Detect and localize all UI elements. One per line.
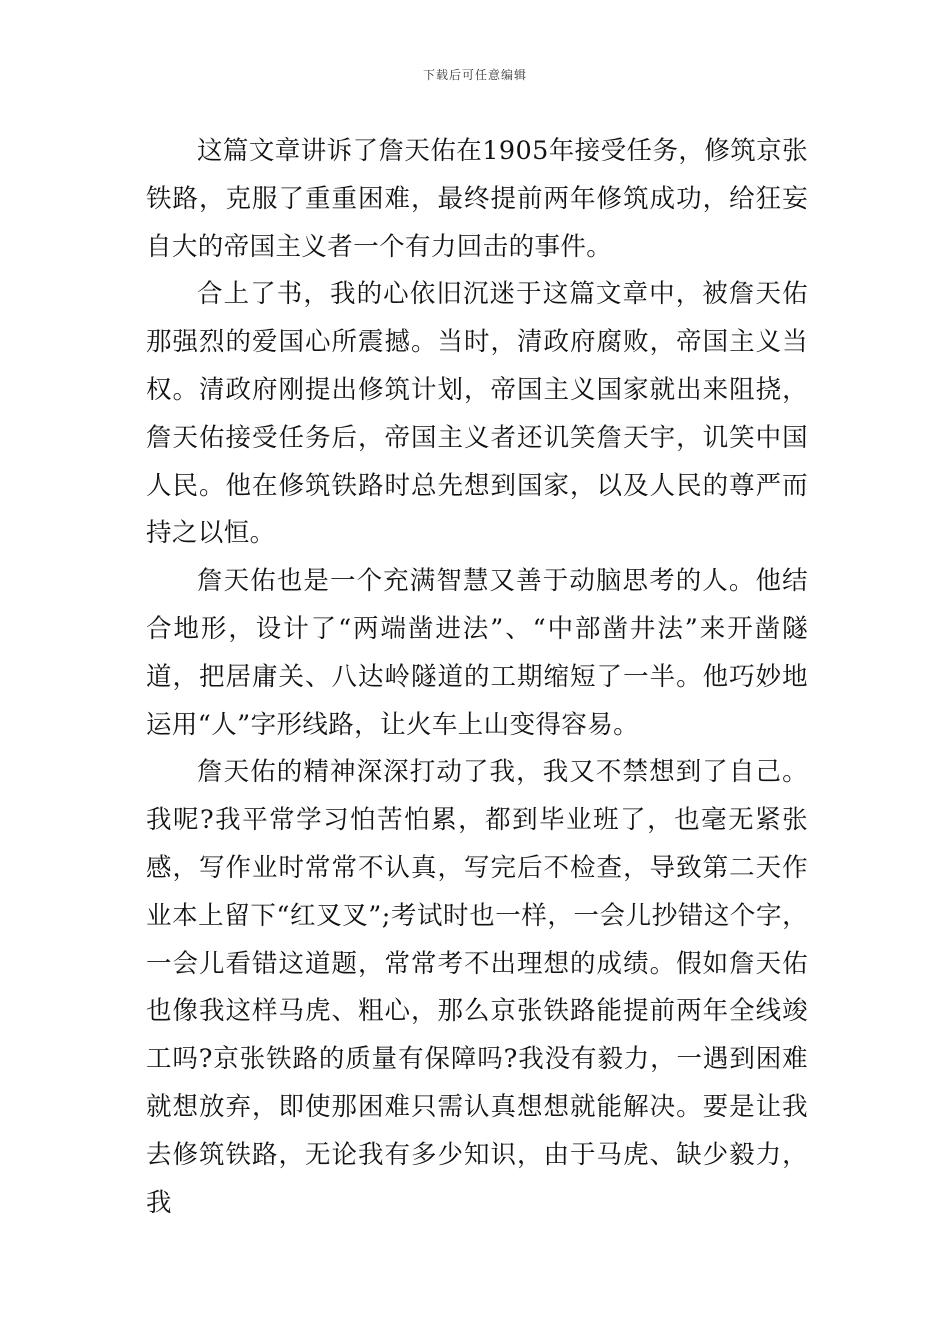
paragraph-4: 詹天佑的精神深深打动了我，我又不禁想到了自己。我呢?我平常学习怕苦怕累，都到毕业班了，也毫无紧张感，写作业时常常不认真，写完后不检查，导致第二天作业本上留下“红叉叉”;考试时也一样，一会儿抄错这个字，一会儿看错这道题，常常考不出理想的成绩。假如詹天佑也像我这样马虎、粗心，那么京张铁路能提前两年全线竣工吗?京张铁路的质量有保障吗?我没有毅力，一遇到困难就想放弃，即使那困难只需认真想想就能解决。要是让我去修筑铁路，无论我有多少知识，由于马虎、缺少毅力，我 xyxy=(146,757,808,1218)
document-body xyxy=(146,128,808,1227)
paragraph-1: 这篇文章讲诉了詹天佑在1905年接受任务，修筑京张铁路，克服了重重困难，最终提前两年修筑成功，给狂妄自大的帝国主义者一个有力回击的事件。 xyxy=(146,136,808,262)
paragraph-2: 合上了书，我的心依旧沉迷于这篇文章中，被詹天佑那强烈的爱国心所震撼。当时，清政府腐败，帝国主义当权。清政府刚提出修筑计划，帝国主义国家就出来阻挠，詹天佑接受任务后，帝国主义者还讥笑詹天宇，讥笑中国人民。他在修筑铁路时总先想到国家，以及人民的尊严而持之以恒。 xyxy=(146,279,808,549)
paragraph-3: 詹天佑也是一个充满智慧又善于动脑思考的人。他结合地形，设计了“两端凿进法”、“中部凿井法”来开凿隧道，把居庸关、八达岭隧道的工期缩短了一半。他巧妙地运用“人”字形线路，让火车上山变得容易。 xyxy=(146,566,808,740)
page-header: 下载后可任意编辑 xyxy=(422,68,527,82)
